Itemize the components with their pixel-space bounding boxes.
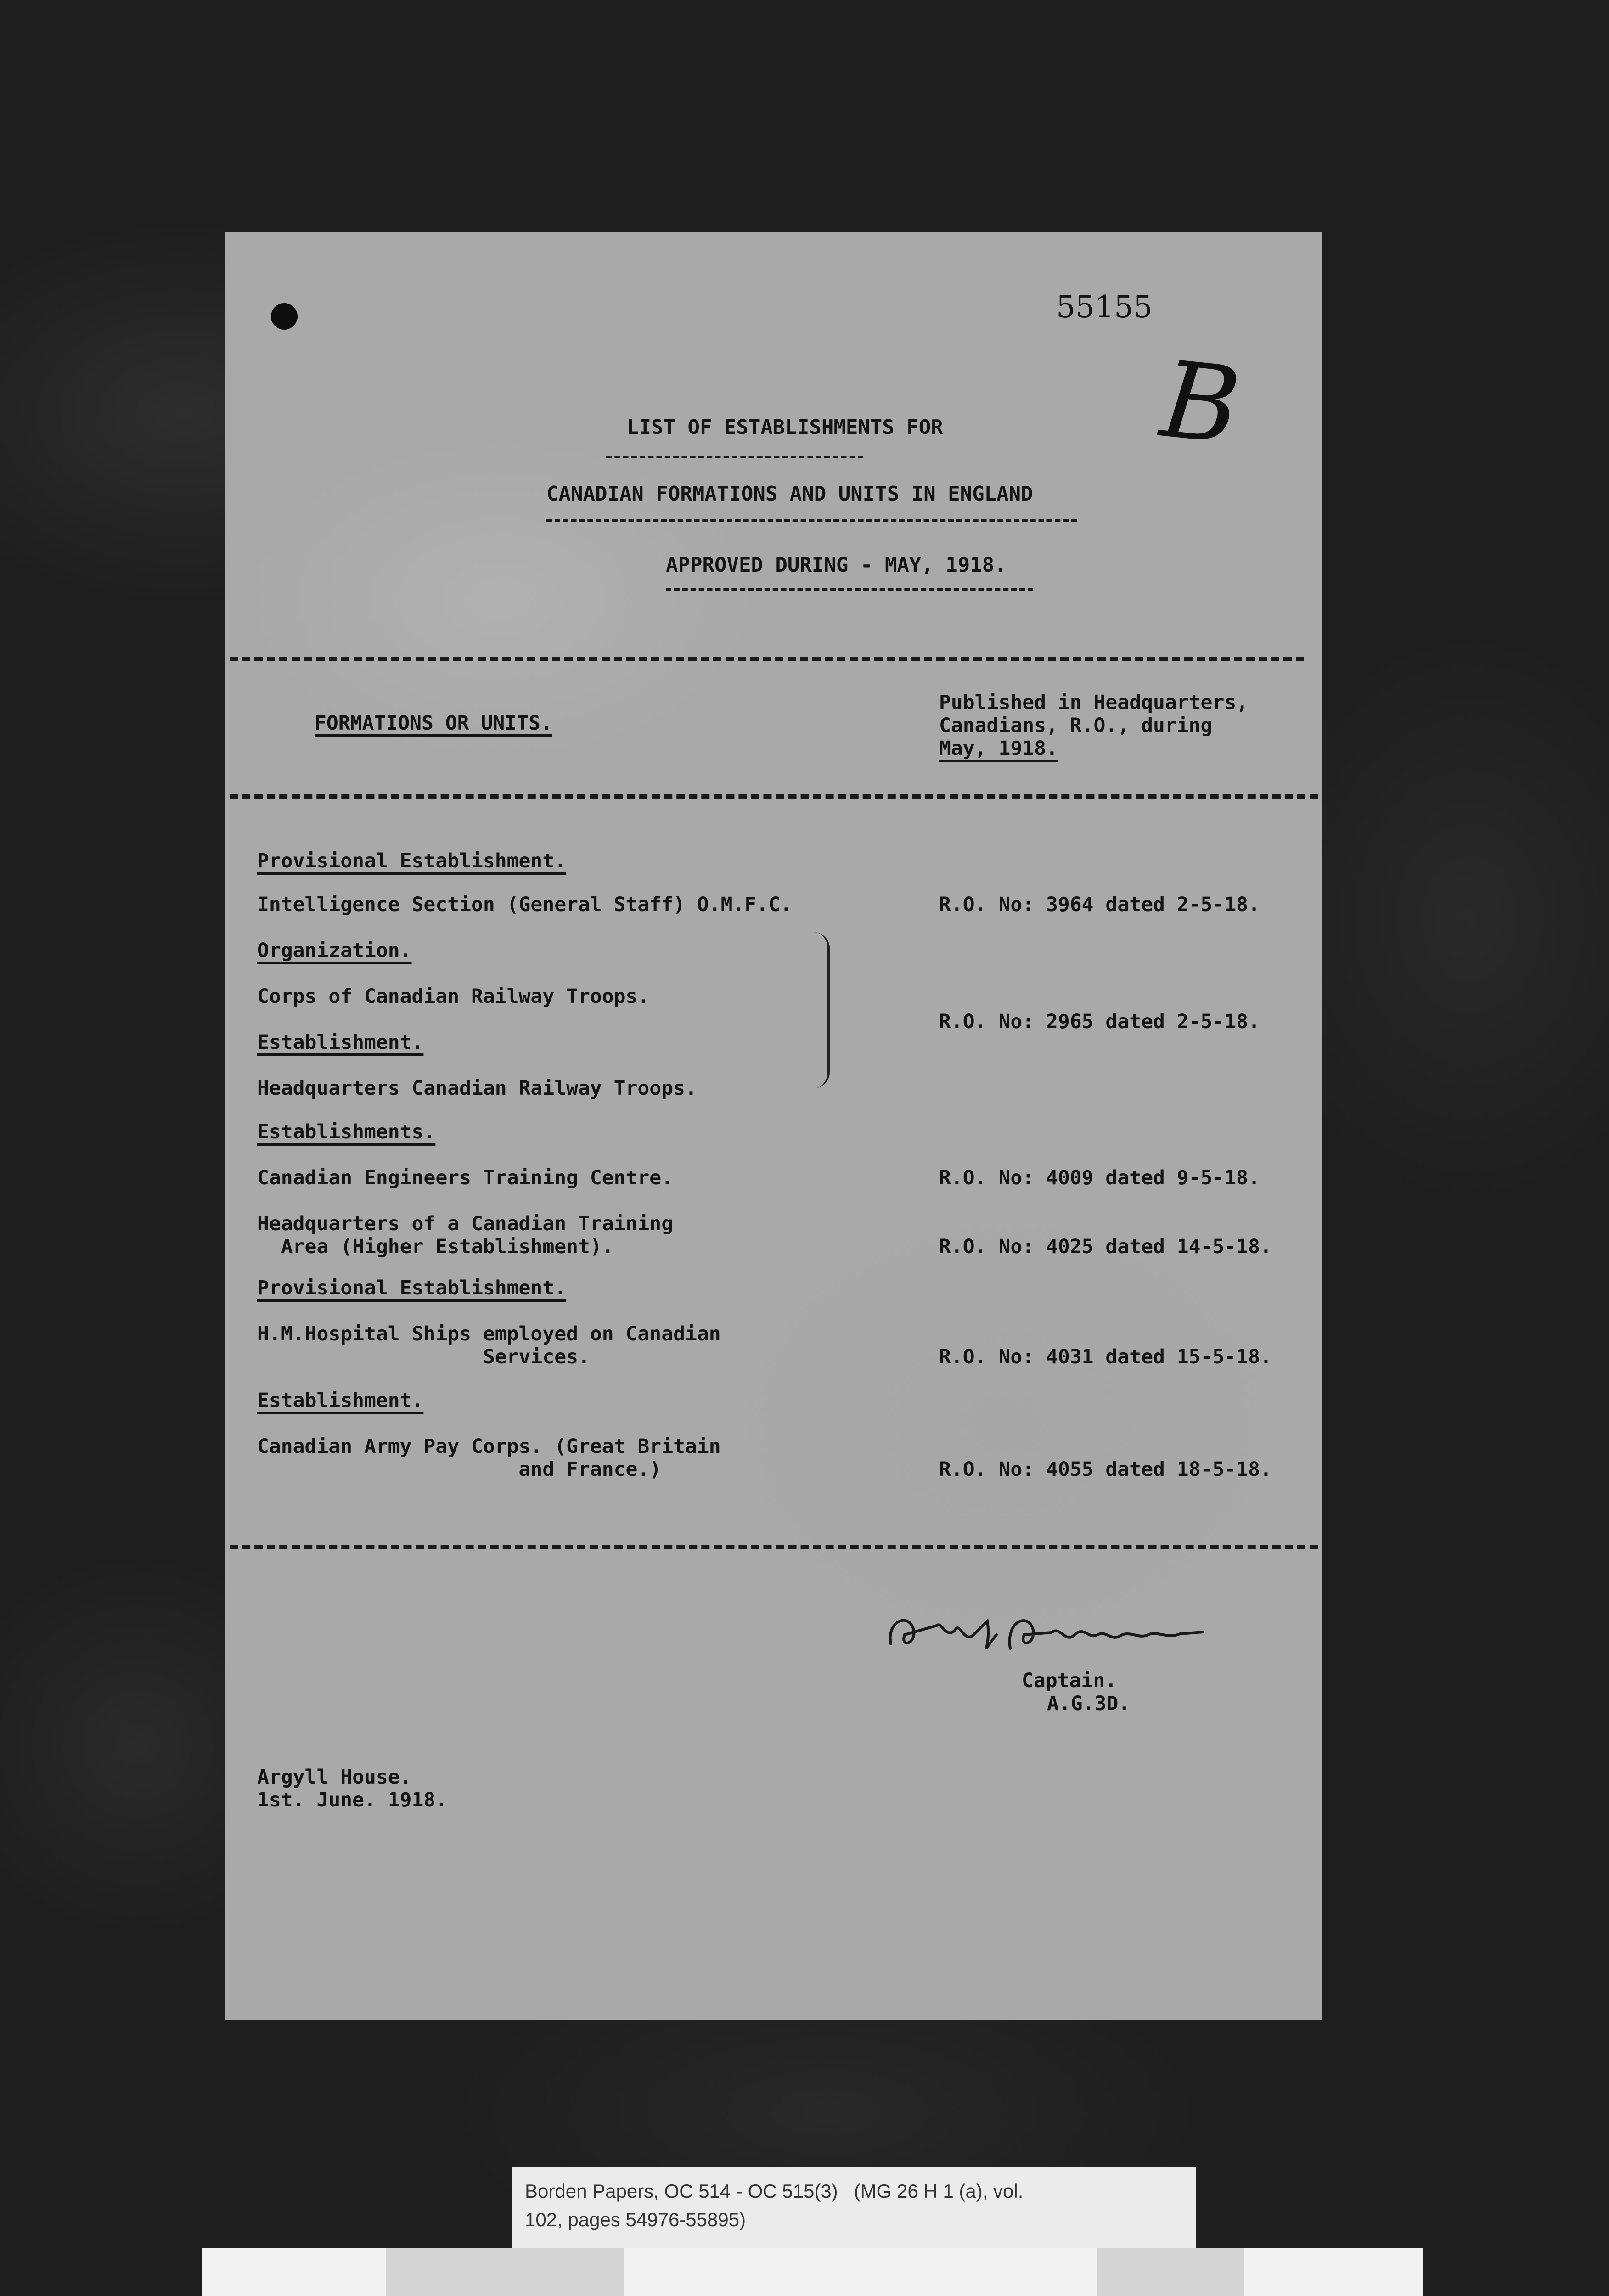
header-rule-bottom: [230, 794, 1318, 799]
header-rule-top: [230, 657, 1304, 661]
title-line-3: APPROVED DURING - MAY, 1918.: [666, 553, 1007, 577]
entry-heading: Establishment.: [257, 1389, 424, 1412]
grouping-bracket: [814, 932, 830, 1088]
title-line-1: LIST OF ESTABLISHMENTS FOR: [627, 416, 943, 439]
entry-ref: R.O. No: 4009 dated 9-5-18.: [939, 1166, 1260, 1189]
entry-ref: R.O. No: 4055 dated 18-5-18.: [939, 1458, 1272, 1481]
entry-text: H.M.Hospital Ships employed on Canadian: [257, 1322, 721, 1345]
entry-heading: Establishments.: [257, 1120, 436, 1143]
archives-stamp: [202, 2248, 1423, 2296]
entry-text: Area (Higher Establishment).: [257, 1235, 614, 1258]
punch-hole: [271, 303, 298, 330]
entry-text: Canadian Engineers Training Centre.: [257, 1166, 674, 1189]
date: 1st. June. 1918.: [257, 1789, 448, 1812]
tape-strip: [386, 2248, 624, 2296]
document-page: [225, 232, 1322, 2020]
col-right-header-3: May, 1918.: [939, 737, 1058, 760]
title-line-2: CANADIAN FORMATIONS AND UNITS IN ENGLAND: [546, 482, 1033, 506]
entry-ref: R.O. No: 4031 dated 15-5-18.: [939, 1345, 1272, 1368]
title-underline-3: [666, 588, 1033, 591]
entry-ref: R.O. No: 2965 dated 2-5-18.: [939, 1010, 1260, 1033]
title-underline-1: [606, 456, 863, 458]
title-underline-2: [546, 519, 1077, 522]
col-right-header-2: Canadians, R.O., during: [939, 714, 1213, 737]
entry-ref: R.O. No: 3964 dated 2-5-18.: [939, 893, 1260, 916]
entry-ref: R.O. No: 4025 dated 14-5-18.: [939, 1235, 1272, 1258]
place: Argyll House.: [257, 1766, 412, 1789]
signature-unit: A.G.3D.: [1047, 1692, 1131, 1715]
entry-text: Headquarters of a Canadian Training: [257, 1212, 674, 1235]
tape-strip: [1097, 2248, 1244, 2296]
col-right-header-1: Published in Headquarters,: [939, 691, 1249, 714]
entry-text: Headquarters Canadian Railway Troops.: [257, 1077, 697, 1100]
entry-text: Services.: [257, 1345, 590, 1368]
col-left-header: FORMATIONS OR UNITS.: [315, 712, 552, 735]
entry-text: Intelligence Section (General Staff) O.M.F.C.: [257, 893, 792, 916]
reference-line-2: 102, pages 54976-55895): [525, 2209, 746, 2230]
reference-slip: [512, 2167, 1196, 2255]
signature-rank: Captain.: [1022, 1669, 1117, 1692]
entry-text: Canadian Army Pay Corps. (Great Britain: [257, 1435, 721, 1458]
entry-heading: Establishment.: [257, 1031, 424, 1054]
handwritten-signature: [882, 1593, 1226, 1667]
handwritten-mark: B: [1155, 338, 1246, 469]
document-number: 55155: [1056, 289, 1153, 325]
entry-heading: Provisional Establishment.: [257, 1277, 567, 1300]
entry-text: and France.): [257, 1458, 662, 1481]
entry-text: Corps of Canadian Railway Troops.: [257, 985, 650, 1008]
entry-heading: Organization.: [257, 939, 412, 962]
reference-line-1: Borden Papers, OC 514 - OC 515(3) (MG 26 H 1 (a), vol.: [525, 2180, 1024, 2202]
footer-rule: [230, 1545, 1318, 1549]
entry-heading: Provisional Establishment.: [257, 850, 567, 872]
